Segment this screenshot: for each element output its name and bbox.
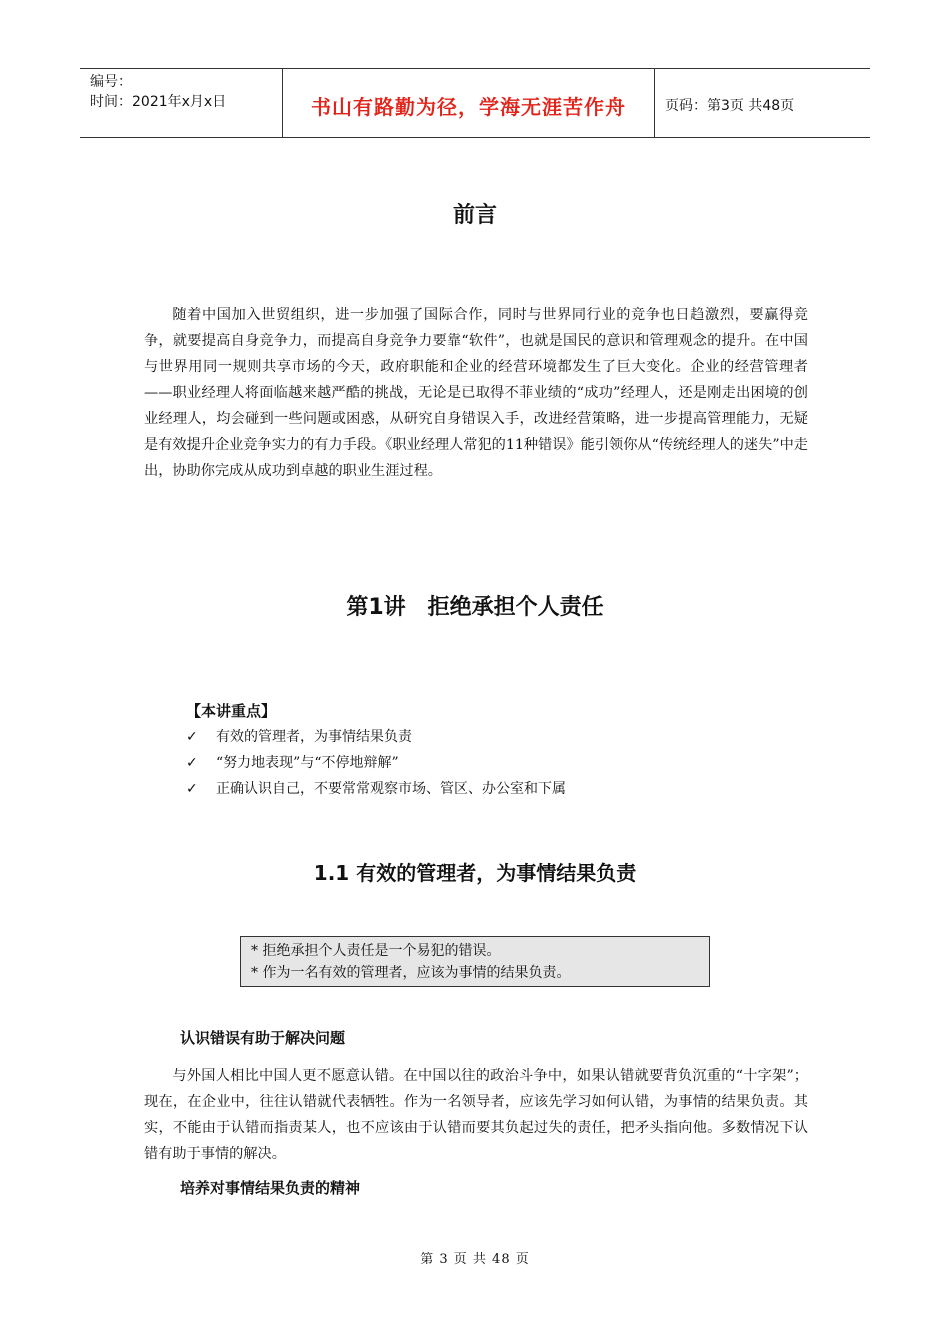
- key-points-list: [186, 724, 566, 802]
- page-footer: 第 3 页 共 48 页: [420, 1252, 530, 1267]
- document-date: 时间：2021年x月x日: [90, 94, 227, 110]
- list-item: [186, 776, 566, 802]
- section-title: 1.1 有效的管理者，为事情结果负责: [313, 861, 637, 885]
- subheading-admit-errors: 认识错误有助于解决问题: [180, 1029, 346, 1047]
- summary-line: * 作为一名有效的管理者，应该为事情的结果负责。: [251, 965, 571, 981]
- admit-errors-paragraph: 与外国人相比中国人更不愿意认错。在中国以往的政治斗争中，如果认错就要背负沉重的“十字架”；现在，在企业中，往往认错就代表牺牲。作为一名领导者，应该先学习如何认错，为事情的结果负责。其实，不能由于认错而指责某人，也不应该由于认错而要其负起过失的责任，把矛头指向他。多数情况下认错有助于事情的解决。: [144, 1068, 808, 1162]
- list-item: [186, 750, 566, 776]
- header-meta: [80, 69, 282, 137]
- header-motto: 书山有路勤为径，学海无涯苦作舟: [282, 69, 655, 137]
- list-item: [186, 724, 566, 750]
- page-header: [80, 68, 870, 138]
- lecture-title: 第1讲 拒绝承担个人责任: [346, 595, 604, 620]
- checkmark-icon: ✓: [186, 755, 198, 771]
- summary-line: * 拒绝承担个人责任是一个易犯的错误。: [251, 943, 501, 959]
- key-point-text: 正确认识自己，不要常常观察市场、管区、办公室和下属: [216, 781, 566, 797]
- document-number-label: 编号：: [90, 74, 132, 90]
- header-page-info: 页码：第3页 共48页: [665, 98, 795, 114]
- key-point-text: “努力地表现”与“不停地辩解”: [216, 755, 399, 771]
- checkmark-icon: ✓: [186, 781, 198, 797]
- checkmark-icon: ✓: [186, 729, 198, 745]
- preface-paragraph: 随着中国加入世贸组织，进一步加强了国际合作，同时与世界同行业的竞争也日趋激烈，要赢得竞争，就要提高自身竞争力，而提高自身竞争力要靠“软件”，也就是国民的意识和管理观念的提升。在中国与世界用同一规则共享市场的今天，政府职能和企业的经营环境都发生了巨大变化。企业的经营管理者——职业经理人将面临越来越严酷的挑战，无论是已取得不菲业绩的“成功”经理人，还是刚走出困境的创业经理人，均会碰到一些问题或困惑，从研究自身错误入手，改进经营策略，进一步提高管理能力，无疑是有效提升企业竞争实力的有力手段。《职业经理人常犯的11种错误》能引领你从“传统经理人的迷失”中走出，协助你完成从成功到卓越的职业生涯过程。: [144, 307, 808, 479]
- preface-title: 前言: [452, 203, 497, 228]
- key-points-title: 【本讲重点】: [186, 702, 277, 720]
- subheading-responsibility: 培养对事情结果负责的精神: [180, 1179, 361, 1197]
- key-point-text: 有效的管理者，为事情结果负责: [216, 729, 412, 745]
- summary-box: [240, 936, 710, 987]
